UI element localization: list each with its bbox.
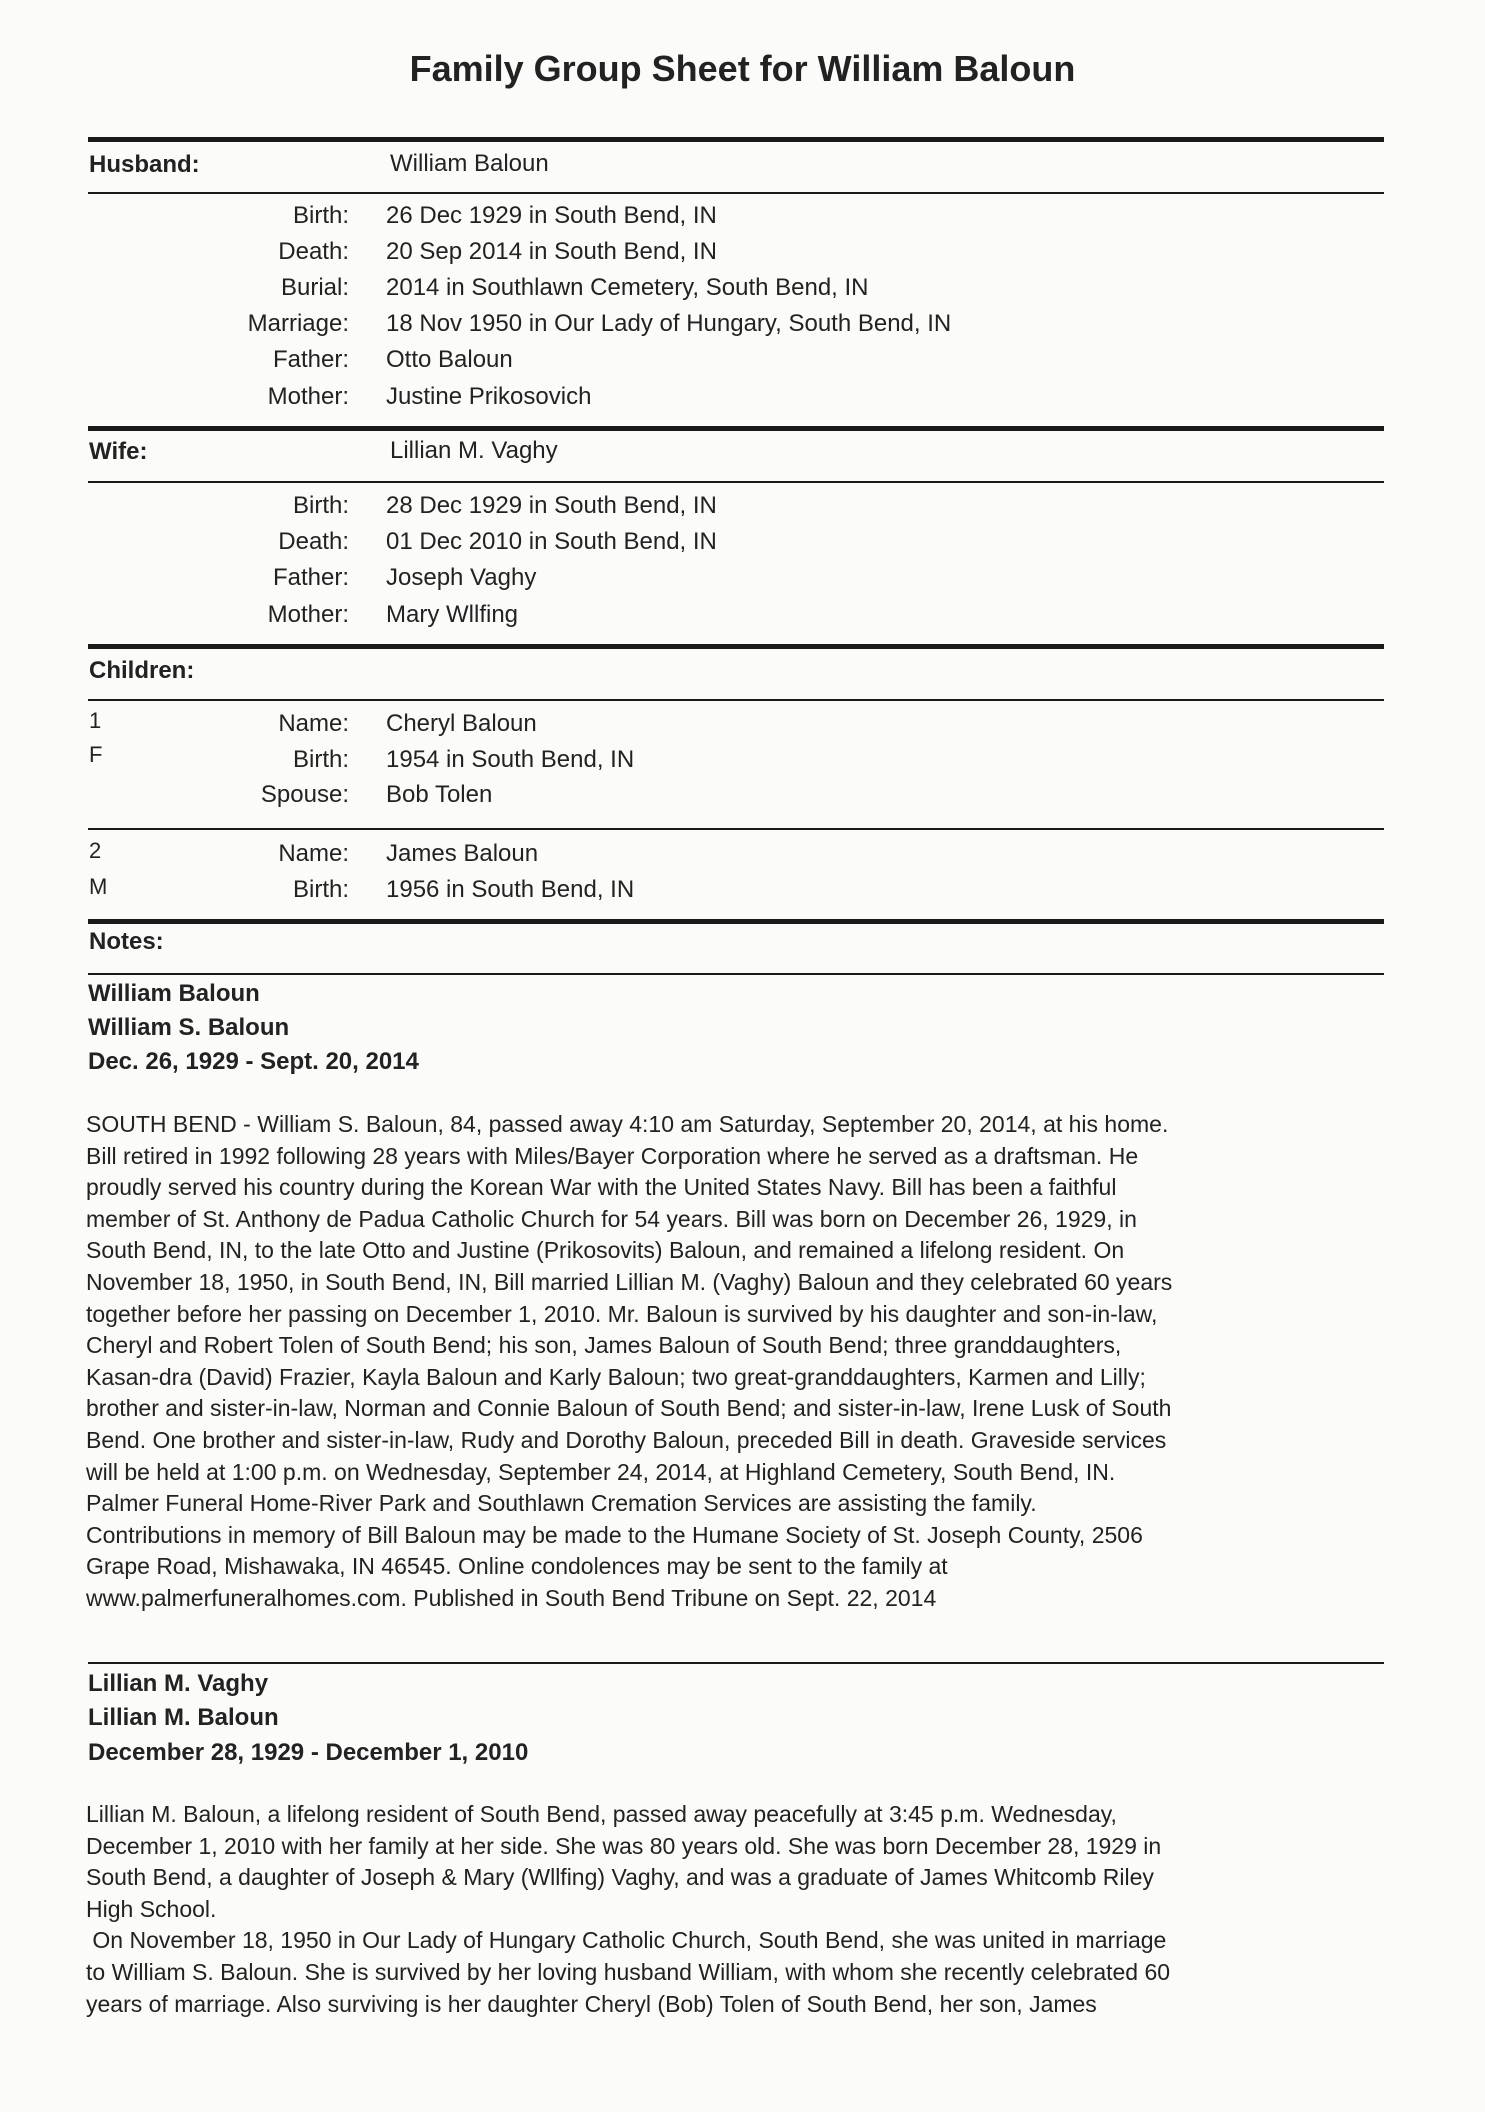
note-dates-heading: December 28, 1929 - December 1, 2010	[88, 1739, 529, 1766]
children-heading: Children:	[89, 657, 195, 684]
obituary-line: SOUTH BEND - William S. Baloun, 84, passed away 4:10 am Saturday, September 20, 2014, at his home.	[86, 1111, 1169, 1137]
obituary-line: Cheryl and Robert Tolen of South Bend; his son, James Baloun of South Bend; three granddaughters,	[86, 1332, 1122, 1359]
obituary-line: South Bend, IN, to the late Otto and Justine (Prikosovits) Baloun, and remained a lifelong resident. On	[86, 1237, 1125, 1264]
wife-fact-label: Death:	[278, 528, 349, 555]
husband-fact-value: 20 Sep 2014 in South Bend, IN	[386, 238, 717, 265]
note-name-heading: Lillian M. Vaghy	[88, 1670, 269, 1697]
obituary-line: brother and sister-in-law, Norman and Connie Baloun of South Bend; and sister-in-law, Irene Lusk of South	[86, 1395, 1172, 1422]
page-title: Family Group Sheet for William Baloun	[409, 48, 1076, 89]
obituary-line: Bill retired in 1992 following 28 years with Miles/Bayer Corporation where he served as a draftsman. He	[86, 1142, 1139, 1169]
wife-fact-value: 01 Dec 2010 in South Bend, IN	[386, 528, 717, 555]
child-sex: F	[89, 742, 103, 767]
child-number: 1	[89, 708, 102, 733]
section-divider	[88, 426, 1384, 431]
obituary-line: member of St. Anthony de Padua Catholic Church for 54 years. Bill was born on December 26, 1929, in	[86, 1205, 1137, 1232]
obituary-line: November 18, 1950, in South Bend, IN, Bill married Lillian M. (Vaghy) Baloun and they celebrated 60 years	[86, 1268, 1173, 1295]
obituary-line: Palmer Funeral Home-River Park and Southlawn Cremation Services are assisting the family.	[86, 1490, 1037, 1517]
child-fact-label: Spouse:	[260, 781, 349, 808]
row-divider	[88, 699, 1384, 701]
section-divider	[88, 919, 1384, 924]
note-name-heading: William Baloun	[88, 980, 260, 1007]
obituary-line: Grape Road, Mishawaka, IN 46545. Online condolences may be sent to the family at	[86, 1553, 948, 1580]
obituary-paragraph	[86, 1799, 1386, 2020]
husband-fact-label: Burial:	[280, 274, 349, 301]
child-fact-label: Birth:	[292, 746, 349, 773]
obituary-paragraph	[86, 1109, 1386, 1615]
obituary-line: High School.	[86, 1895, 217, 1922]
obituary-line: On November 18, 1950 in Our Lady of Hungary Catholic Church, South Bend, she was united in marriage	[86, 1927, 1167, 1954]
obituary-line: December 1, 2010 with her family at her side. She was 80 years old. She was born December 28, 1929 in	[86, 1832, 1162, 1859]
obituary-line: Contributions in memory of Bill Baloun may be made to the Humane Society of St. Joseph County, 2506	[86, 1521, 1143, 1548]
obituary-line: Lillian M. Baloun, a lifelong resident of South Bend, passed away peacefully at 3:45 p.m. Wednesday,	[86, 1801, 1117, 1827]
obituary-line: www.palmerfuneralhomes.com. Published in South Bend Tribune on Sept. 22, 2014	[86, 1584, 937, 1611]
child-fact-label: Birth:	[292, 876, 349, 903]
wife-fact-value: Joseph Vaghy	[386, 564, 537, 591]
obituary-line: to William S. Baloun. She is survived by her loving husband William, with whom she recently celebrated 60	[86, 1958, 1171, 1985]
row-divider	[88, 828, 1384, 830]
husband-fact-value: Otto Baloun	[386, 346, 513, 373]
husband-fact-label: Marriage:	[247, 310, 349, 337]
child-fact-label: Name:	[278, 710, 349, 737]
note-alt-name-heading: William S. Baloun	[88, 1014, 290, 1041]
child-number: 2	[89, 838, 102, 863]
husband-fact-label: Death:	[278, 238, 349, 265]
obituary-line: South Bend, a daughter of Joseph & Mary (Wllfing) Vaghy, and was a graduate of James Whitcomb Riley	[86, 1864, 1154, 1891]
row-divider	[88, 481, 1384, 483]
child-fact-value: Bob Tolen	[386, 781, 493, 808]
child-fact-value: James Baloun	[386, 840, 539, 867]
obituary-line: proudly served his country during the Korean War with the United States Navy. Bill has been a faithful	[86, 1174, 1117, 1201]
husband-fact-label: Birth:	[292, 202, 349, 229]
obituary-line: years of marriage. Also surviving is her daughter Cheryl (Bob) Tolen of South Bend, her son, James	[86, 1990, 1097, 2017]
wife-fact-label: Birth:	[292, 492, 349, 519]
child-fact-value: Cheryl Baloun	[386, 710, 537, 737]
row-divider	[88, 1662, 1384, 1664]
section-divider	[88, 137, 1384, 142]
section-divider	[88, 644, 1384, 649]
obituary-line: Kasan-dra (David) Frazier, Kayla Baloun and Karly Baloun; two great-granddaughters, Karmen and Lilly;	[86, 1363, 1146, 1390]
husband-fact-label: Father:	[272, 346, 349, 373]
obituary-line: Bend. One brother and sister-in-law, Rudy and Dorothy Baloun, preceded Bill in death. Graveside services	[86, 1426, 1167, 1453]
husband-heading: Husband:	[89, 151, 200, 178]
child-fact-value: 1956 in South Bend, IN	[386, 876, 635, 903]
child-fact-value: 1954 in South Bend, IN	[386, 746, 635, 773]
husband-fact-label: Mother:	[267, 383, 349, 410]
husband-fact-value: 18 Nov 1950 in Our Lady of Hungary, South Bend, IN	[386, 310, 952, 337]
wife-name: Lillian M. Vaghy	[390, 437, 558, 464]
note-alt-name-heading: Lillian M. Baloun	[88, 1704, 279, 1731]
wife-fact-value: Mary Wllfing	[386, 601, 519, 628]
husband-fact-value: 2014 in Southlawn Cemetery, South Bend, IN	[386, 274, 869, 301]
husband-name: William Baloun	[390, 150, 549, 177]
notes-heading: Notes:	[89, 928, 164, 955]
note-dates-heading: Dec. 26, 1929 - Sept. 20, 2014	[88, 1048, 419, 1075]
obituary-line: will be held at 1:00 p.m. on Wednesday, September 24, 2014, at Highland Cemetery, South Bend, IN.	[86, 1458, 1116, 1485]
obituary-line: together before her passing on December 1, 2010. Mr. Baloun is survived by his daughter and son-in-law,	[86, 1300, 1158, 1327]
wife-fact-value: 28 Dec 1929 in South Bend, IN	[386, 492, 717, 519]
child-fact-label: Name:	[278, 840, 349, 867]
wife-fact-label: Father:	[272, 564, 349, 591]
row-divider	[88, 973, 1384, 975]
wife-heading: Wife:	[89, 438, 148, 465]
husband-fact-value: 26 Dec 1929 in South Bend, IN	[386, 202, 717, 229]
wife-fact-label: Mother:	[267, 601, 349, 628]
child-sex: M	[89, 874, 108, 899]
husband-fact-value: Justine Prikosovich	[386, 383, 592, 410]
row-divider	[88, 192, 1384, 194]
